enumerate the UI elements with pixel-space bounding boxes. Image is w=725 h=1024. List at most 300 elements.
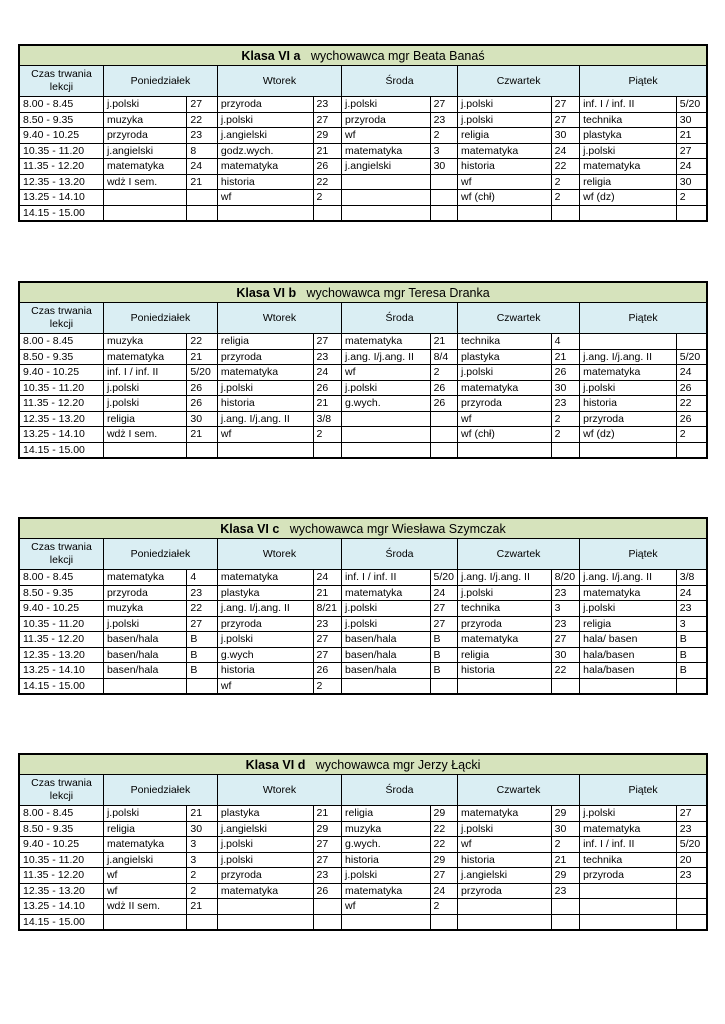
room-cell: 27 (551, 632, 579, 648)
subject-cell: historia (217, 174, 313, 190)
room-cell: 8/20 (551, 570, 579, 586)
day-header: Piątek (580, 775, 707, 806)
subject-cell: muzyka (103, 334, 186, 350)
lesson-time: 12.35 - 13.20 (19, 174, 103, 190)
room-cell: 27 (430, 868, 457, 884)
room-cell: 26 (313, 883, 341, 899)
room-cell (430, 205, 457, 221)
subject-cell (580, 883, 677, 899)
lesson-time: 11.35 - 12.20 (19, 868, 103, 884)
lesson-time: 13.25 - 14.10 (19, 427, 103, 443)
lesson-row (19, 899, 707, 915)
subject-cell: religia (103, 411, 186, 427)
subject-cell: j.polski (103, 396, 186, 412)
lesson-row (19, 97, 707, 113)
room-cell (551, 914, 579, 930)
room-cell: 8/21 (313, 601, 341, 617)
subject-cell: g.wych (217, 647, 313, 663)
subject-cell: basen/hala (342, 632, 431, 648)
room-cell: B (187, 647, 218, 663)
room-cell (430, 190, 457, 206)
subject-cell: religia (103, 821, 186, 837)
time-header: Czas trwania lekcji (19, 539, 103, 570)
room-cell: 2 (551, 837, 579, 853)
lesson-row (19, 190, 707, 206)
room-cell (676, 883, 707, 899)
subject-cell: j.angielski (217, 128, 313, 144)
lesson-row (19, 128, 707, 144)
room-cell: 23 (551, 616, 579, 632)
room-cell: 27 (313, 112, 341, 128)
room-cell: 2 (676, 427, 707, 443)
room-cell: 26 (676, 380, 707, 396)
lesson-row (19, 616, 707, 632)
lesson-time: 9.40 - 10.25 (19, 837, 103, 853)
class-timetable (18, 753, 708, 931)
room-cell: B (430, 647, 457, 663)
room-cell (187, 442, 218, 458)
room-cell: 23 (313, 97, 341, 113)
subject-cell (217, 205, 313, 221)
subject-cell: j.polski (342, 601, 431, 617)
lesson-row (19, 601, 707, 617)
lesson-row (19, 806, 707, 822)
subject-cell (103, 190, 186, 206)
room-cell: B (430, 663, 457, 679)
subject-cell (342, 678, 431, 694)
subject-cell: historia (458, 852, 552, 868)
subject-cell (458, 899, 552, 915)
subject-cell: j.polski (103, 97, 186, 113)
class-timetable (18, 517, 708, 695)
subject-cell: wf (342, 365, 431, 381)
lesson-time: 8.00 - 8.45 (19, 570, 103, 586)
subject-cell: j.polski (458, 821, 552, 837)
subject-cell (458, 442, 552, 458)
lesson-time: 8.00 - 8.45 (19, 334, 103, 350)
subject-cell: przyroda (103, 128, 186, 144)
subject-cell: matematyka (103, 349, 186, 365)
subject-cell (103, 442, 186, 458)
subject-cell: przyroda (580, 411, 677, 427)
lesson-row (19, 174, 707, 190)
room-cell: 20 (676, 852, 707, 868)
room-cell: 2 (430, 128, 457, 144)
room-cell: 2 (430, 365, 457, 381)
room-cell: 26 (187, 396, 218, 412)
room-cell: 23 (187, 128, 218, 144)
subject-cell: matematyka (458, 806, 552, 822)
room-cell: 21 (187, 899, 218, 915)
room-cell: 26 (313, 380, 341, 396)
subject-cell: wf (dz) (580, 190, 677, 206)
subject-cell: j.ang. I/j.ang. II (217, 601, 313, 617)
room-cell: 21 (313, 806, 341, 822)
room-cell: 27 (187, 616, 218, 632)
room-cell: 26 (551, 365, 579, 381)
room-cell: 2 (551, 427, 579, 443)
room-cell (676, 899, 707, 915)
subject-cell: j.polski (217, 380, 313, 396)
subject-cell (580, 678, 677, 694)
room-cell: B (187, 663, 218, 679)
room-cell: 22 (187, 334, 218, 350)
subject-cell: matematyka (103, 837, 186, 853)
subject-cell: przyroda (217, 97, 313, 113)
lesson-row (19, 442, 707, 458)
room-cell: 29 (313, 128, 341, 144)
subject-cell: wf (458, 411, 552, 427)
subject-cell: wf (chł) (458, 190, 552, 206)
room-cell: 23 (551, 585, 579, 601)
lesson-row (19, 647, 707, 663)
room-cell: 26 (430, 380, 457, 396)
room-cell: 30 (551, 647, 579, 663)
day-header: Środa (342, 303, 458, 334)
room-cell: 21 (187, 349, 218, 365)
day-header: Piątek (580, 539, 707, 570)
subject-cell: basen/hala (342, 663, 431, 679)
subject-cell: religia (458, 647, 552, 663)
room-cell: 30 (551, 128, 579, 144)
subject-cell: historia (458, 663, 552, 679)
time-header: Czas trwania lekcji (19, 775, 103, 806)
subject-cell: j.angielski (217, 821, 313, 837)
day-header: Piątek (580, 66, 707, 97)
subject-cell: j.polski (342, 380, 431, 396)
class-teacher: wychowawca mgr Jerzy Łącki (305, 757, 481, 772)
room-cell: 23 (551, 883, 579, 899)
room-cell: 2 (551, 174, 579, 190)
lesson-row (19, 143, 707, 159)
class-timetable (18, 281, 708, 459)
subject-cell (342, 190, 431, 206)
room-cell: 26 (430, 396, 457, 412)
class-teacher: wychowawca mgr Wiesława Szymczak (279, 521, 506, 536)
subject-cell: hala/basen (580, 647, 677, 663)
subject-cell: j.polski (580, 143, 677, 159)
subject-cell: inf. I / inf. II (103, 365, 186, 381)
room-cell: 22 (551, 663, 579, 679)
subject-cell: inf. I / inf. II (580, 837, 677, 853)
room-cell (187, 205, 218, 221)
room-cell: 2 (430, 899, 457, 915)
day-header: Wtorek (217, 775, 341, 806)
room-cell (313, 205, 341, 221)
subject-cell: j.angielski (342, 159, 431, 175)
subject-cell: godz.wych. (217, 143, 313, 159)
room-cell: 24 (676, 585, 707, 601)
lesson-row (19, 334, 707, 350)
lesson-time: 11.35 - 12.20 (19, 632, 103, 648)
room-cell: 24 (676, 159, 707, 175)
lesson-row (19, 678, 707, 694)
room-cell: 27 (676, 806, 707, 822)
room-cell: 8 (187, 143, 218, 159)
subject-cell: plastyka (458, 349, 552, 365)
subject-cell: matematyka (103, 159, 186, 175)
time-header: Czas trwania lekcji (19, 66, 103, 97)
room-cell: B (430, 632, 457, 648)
day-header: Wtorek (217, 303, 341, 334)
subject-cell: g.wych. (342, 396, 431, 412)
subject-cell: plastyka (580, 128, 677, 144)
room-cell: 29 (430, 806, 457, 822)
subject-cell: przyroda (217, 868, 313, 884)
subject-cell: matematyka (342, 334, 431, 350)
room-cell: 27 (313, 852, 341, 868)
class-title (19, 45, 707, 66)
room-cell: 2 (313, 427, 341, 443)
subject-cell: wf (dz) (580, 427, 677, 443)
subject-cell: wf (103, 883, 186, 899)
lesson-row (19, 663, 707, 679)
subject-cell (217, 442, 313, 458)
room-cell (187, 190, 218, 206)
lesson-row (19, 349, 707, 365)
subject-cell: matematyka (342, 883, 431, 899)
room-cell: 23 (676, 868, 707, 884)
room-cell: 26 (676, 411, 707, 427)
subject-cell: matematyka (103, 570, 186, 586)
room-cell: 5/20 (676, 97, 707, 113)
subject-cell: muzyka (103, 601, 186, 617)
room-cell (187, 678, 218, 694)
lesson-time: 13.25 - 14.10 (19, 663, 103, 679)
room-cell: 27 (551, 112, 579, 128)
room-cell: 21 (551, 349, 579, 365)
lesson-time: 12.35 - 13.20 (19, 411, 103, 427)
day-header: Środa (342, 775, 458, 806)
room-cell: 3 (187, 852, 218, 868)
room-cell: 30 (430, 159, 457, 175)
room-cell: 24 (313, 365, 341, 381)
lesson-row (19, 914, 707, 930)
room-cell: 30 (551, 821, 579, 837)
room-cell: 3/8 (676, 570, 707, 586)
subject-cell: wdż II sem. (103, 899, 186, 915)
room-cell: B (676, 663, 707, 679)
room-cell: 27 (313, 647, 341, 663)
subject-cell (580, 334, 677, 350)
room-cell (676, 678, 707, 694)
room-cell: 2 (187, 868, 218, 884)
subject-cell: j.polski (103, 616, 186, 632)
room-cell: 3 (430, 143, 457, 159)
room-cell: 30 (551, 380, 579, 396)
room-cell: 30 (676, 174, 707, 190)
room-cell: 3 (187, 837, 218, 853)
day-header: Środa (342, 539, 458, 570)
subject-cell (580, 914, 677, 930)
lesson-row (19, 632, 707, 648)
subject-cell: religia (580, 616, 677, 632)
lesson-row (19, 883, 707, 899)
day-header: Poniedziałek (103, 66, 217, 97)
subject-cell: j.polski (580, 380, 677, 396)
room-cell: 24 (313, 570, 341, 586)
subject-cell: j.polski (458, 97, 552, 113)
subject-cell: j.polski (103, 806, 186, 822)
subject-cell: j.polski (217, 632, 313, 648)
subject-cell (217, 914, 313, 930)
room-cell: 26 (187, 380, 218, 396)
lesson-time: 10.35 - 11.20 (19, 852, 103, 868)
lesson-row (19, 396, 707, 412)
room-cell (187, 914, 218, 930)
lesson-row (19, 570, 707, 586)
room-cell: 23 (676, 601, 707, 617)
lesson-time: 12.35 - 13.20 (19, 647, 103, 663)
subject-cell: j.ang. I/j.ang. II (458, 570, 552, 586)
room-cell (430, 678, 457, 694)
room-cell: 27 (187, 97, 218, 113)
lesson-time: 13.25 - 14.10 (19, 190, 103, 206)
subject-cell: j.polski (458, 585, 552, 601)
room-cell: 27 (313, 837, 341, 853)
lesson-time: 9.40 - 10.25 (19, 365, 103, 381)
lesson-time: 10.35 - 11.20 (19, 616, 103, 632)
room-cell: 30 (187, 411, 218, 427)
lesson-time: 9.40 - 10.25 (19, 601, 103, 617)
lesson-time: 8.00 - 8.45 (19, 806, 103, 822)
subject-cell (580, 205, 677, 221)
room-cell (430, 914, 457, 930)
room-cell (676, 914, 707, 930)
room-cell: 2 (676, 190, 707, 206)
subject-cell: hala/ basen (580, 632, 677, 648)
room-cell: 21 (187, 427, 218, 443)
subject-cell: przyroda (580, 868, 677, 884)
subject-cell: wdż I sem. (103, 174, 186, 190)
room-cell: 29 (551, 806, 579, 822)
subject-cell: historia (580, 396, 677, 412)
lesson-row (19, 585, 707, 601)
subject-cell: j.angielski (103, 143, 186, 159)
lesson-row (19, 852, 707, 868)
room-cell: 3 (551, 601, 579, 617)
room-cell (313, 914, 341, 930)
subject-cell: muzyka (103, 112, 186, 128)
subject-cell: plastyka (217, 585, 313, 601)
room-cell: 22 (187, 601, 218, 617)
day-header: Wtorek (217, 539, 341, 570)
lesson-time: 9.40 - 10.25 (19, 128, 103, 144)
subject-cell (580, 899, 677, 915)
subject-cell: przyroda (342, 112, 431, 128)
subject-cell: j.ang. I/j.ang. II (580, 349, 677, 365)
subject-cell: basen/hala (103, 663, 186, 679)
subject-cell: j.ang. I/j.ang. II (580, 570, 677, 586)
subject-cell: wf (342, 899, 431, 915)
subject-cell: j.polski (458, 112, 552, 128)
day-header: Piątek (580, 303, 707, 334)
room-cell: 27 (551, 97, 579, 113)
room-cell: 27 (313, 632, 341, 648)
room-cell (551, 205, 579, 221)
room-cell: 22 (313, 174, 341, 190)
subject-cell: wdż I sem. (103, 427, 186, 443)
room-cell: 4 (187, 570, 218, 586)
subject-cell: religia (342, 806, 431, 822)
room-cell: 23 (676, 821, 707, 837)
room-cell: B (676, 647, 707, 663)
subject-cell: religia (458, 128, 552, 144)
lesson-row (19, 837, 707, 853)
lesson-row (19, 411, 707, 427)
subject-cell: technika (458, 334, 552, 350)
lesson-time: 10.35 - 11.20 (19, 380, 103, 396)
room-cell: 22 (187, 112, 218, 128)
subject-cell: j.ang. I/j.ang. II (217, 411, 313, 427)
room-cell: 21 (676, 128, 707, 144)
subject-cell: historia (458, 159, 552, 175)
lesson-time: 13.25 - 14.10 (19, 899, 103, 915)
subject-cell (103, 914, 186, 930)
lesson-time: 8.50 - 9.35 (19, 112, 103, 128)
room-cell: 22 (551, 159, 579, 175)
room-cell: 24 (551, 143, 579, 159)
room-cell: 2 (313, 678, 341, 694)
subject-cell: technika (458, 601, 552, 617)
lesson-time: 14.15 - 15.00 (19, 205, 103, 221)
subject-cell: matematyka (580, 821, 677, 837)
room-cell: 22 (676, 396, 707, 412)
room-cell: 3 (676, 616, 707, 632)
lesson-row (19, 380, 707, 396)
room-cell: 23 (313, 616, 341, 632)
room-cell: 23 (313, 868, 341, 884)
room-cell: 24 (430, 883, 457, 899)
subject-cell (103, 678, 186, 694)
room-cell: 21 (313, 143, 341, 159)
lesson-time: 8.50 - 9.35 (19, 349, 103, 365)
lesson-time: 11.35 - 12.20 (19, 159, 103, 175)
room-cell: 2 (551, 190, 579, 206)
subject-cell: matematyka (217, 159, 313, 175)
class-name: Klasa VI d (245, 757, 306, 772)
room-cell (313, 442, 341, 458)
room-cell: B (676, 632, 707, 648)
room-cell: 30 (676, 112, 707, 128)
lesson-row (19, 159, 707, 175)
subject-cell: j.ang. I/j.ang. II (342, 349, 431, 365)
class-name: Klasa VI a (241, 48, 301, 63)
room-cell (430, 442, 457, 458)
lesson-time: 8.50 - 9.35 (19, 585, 103, 601)
subject-cell: wf (458, 174, 552, 190)
room-cell: 21 (313, 396, 341, 412)
lesson-row (19, 427, 707, 443)
class-name: Klasa VI c (220, 521, 280, 536)
lesson-row (19, 365, 707, 381)
subject-cell: historia (217, 663, 313, 679)
subject-cell (342, 174, 431, 190)
room-cell (551, 678, 579, 694)
subject-cell: matematyka (580, 585, 677, 601)
room-cell: 2 (313, 190, 341, 206)
class-title (19, 754, 707, 775)
subject-cell (342, 411, 431, 427)
subject-cell: matematyka (580, 365, 677, 381)
subject-cell: basen/hala (103, 647, 186, 663)
class-title (19, 518, 707, 539)
subject-cell: matematyka (217, 883, 313, 899)
subject-cell (580, 442, 677, 458)
subject-cell: religia (217, 334, 313, 350)
room-cell: 29 (313, 821, 341, 837)
room-cell: 3/8 (313, 411, 341, 427)
